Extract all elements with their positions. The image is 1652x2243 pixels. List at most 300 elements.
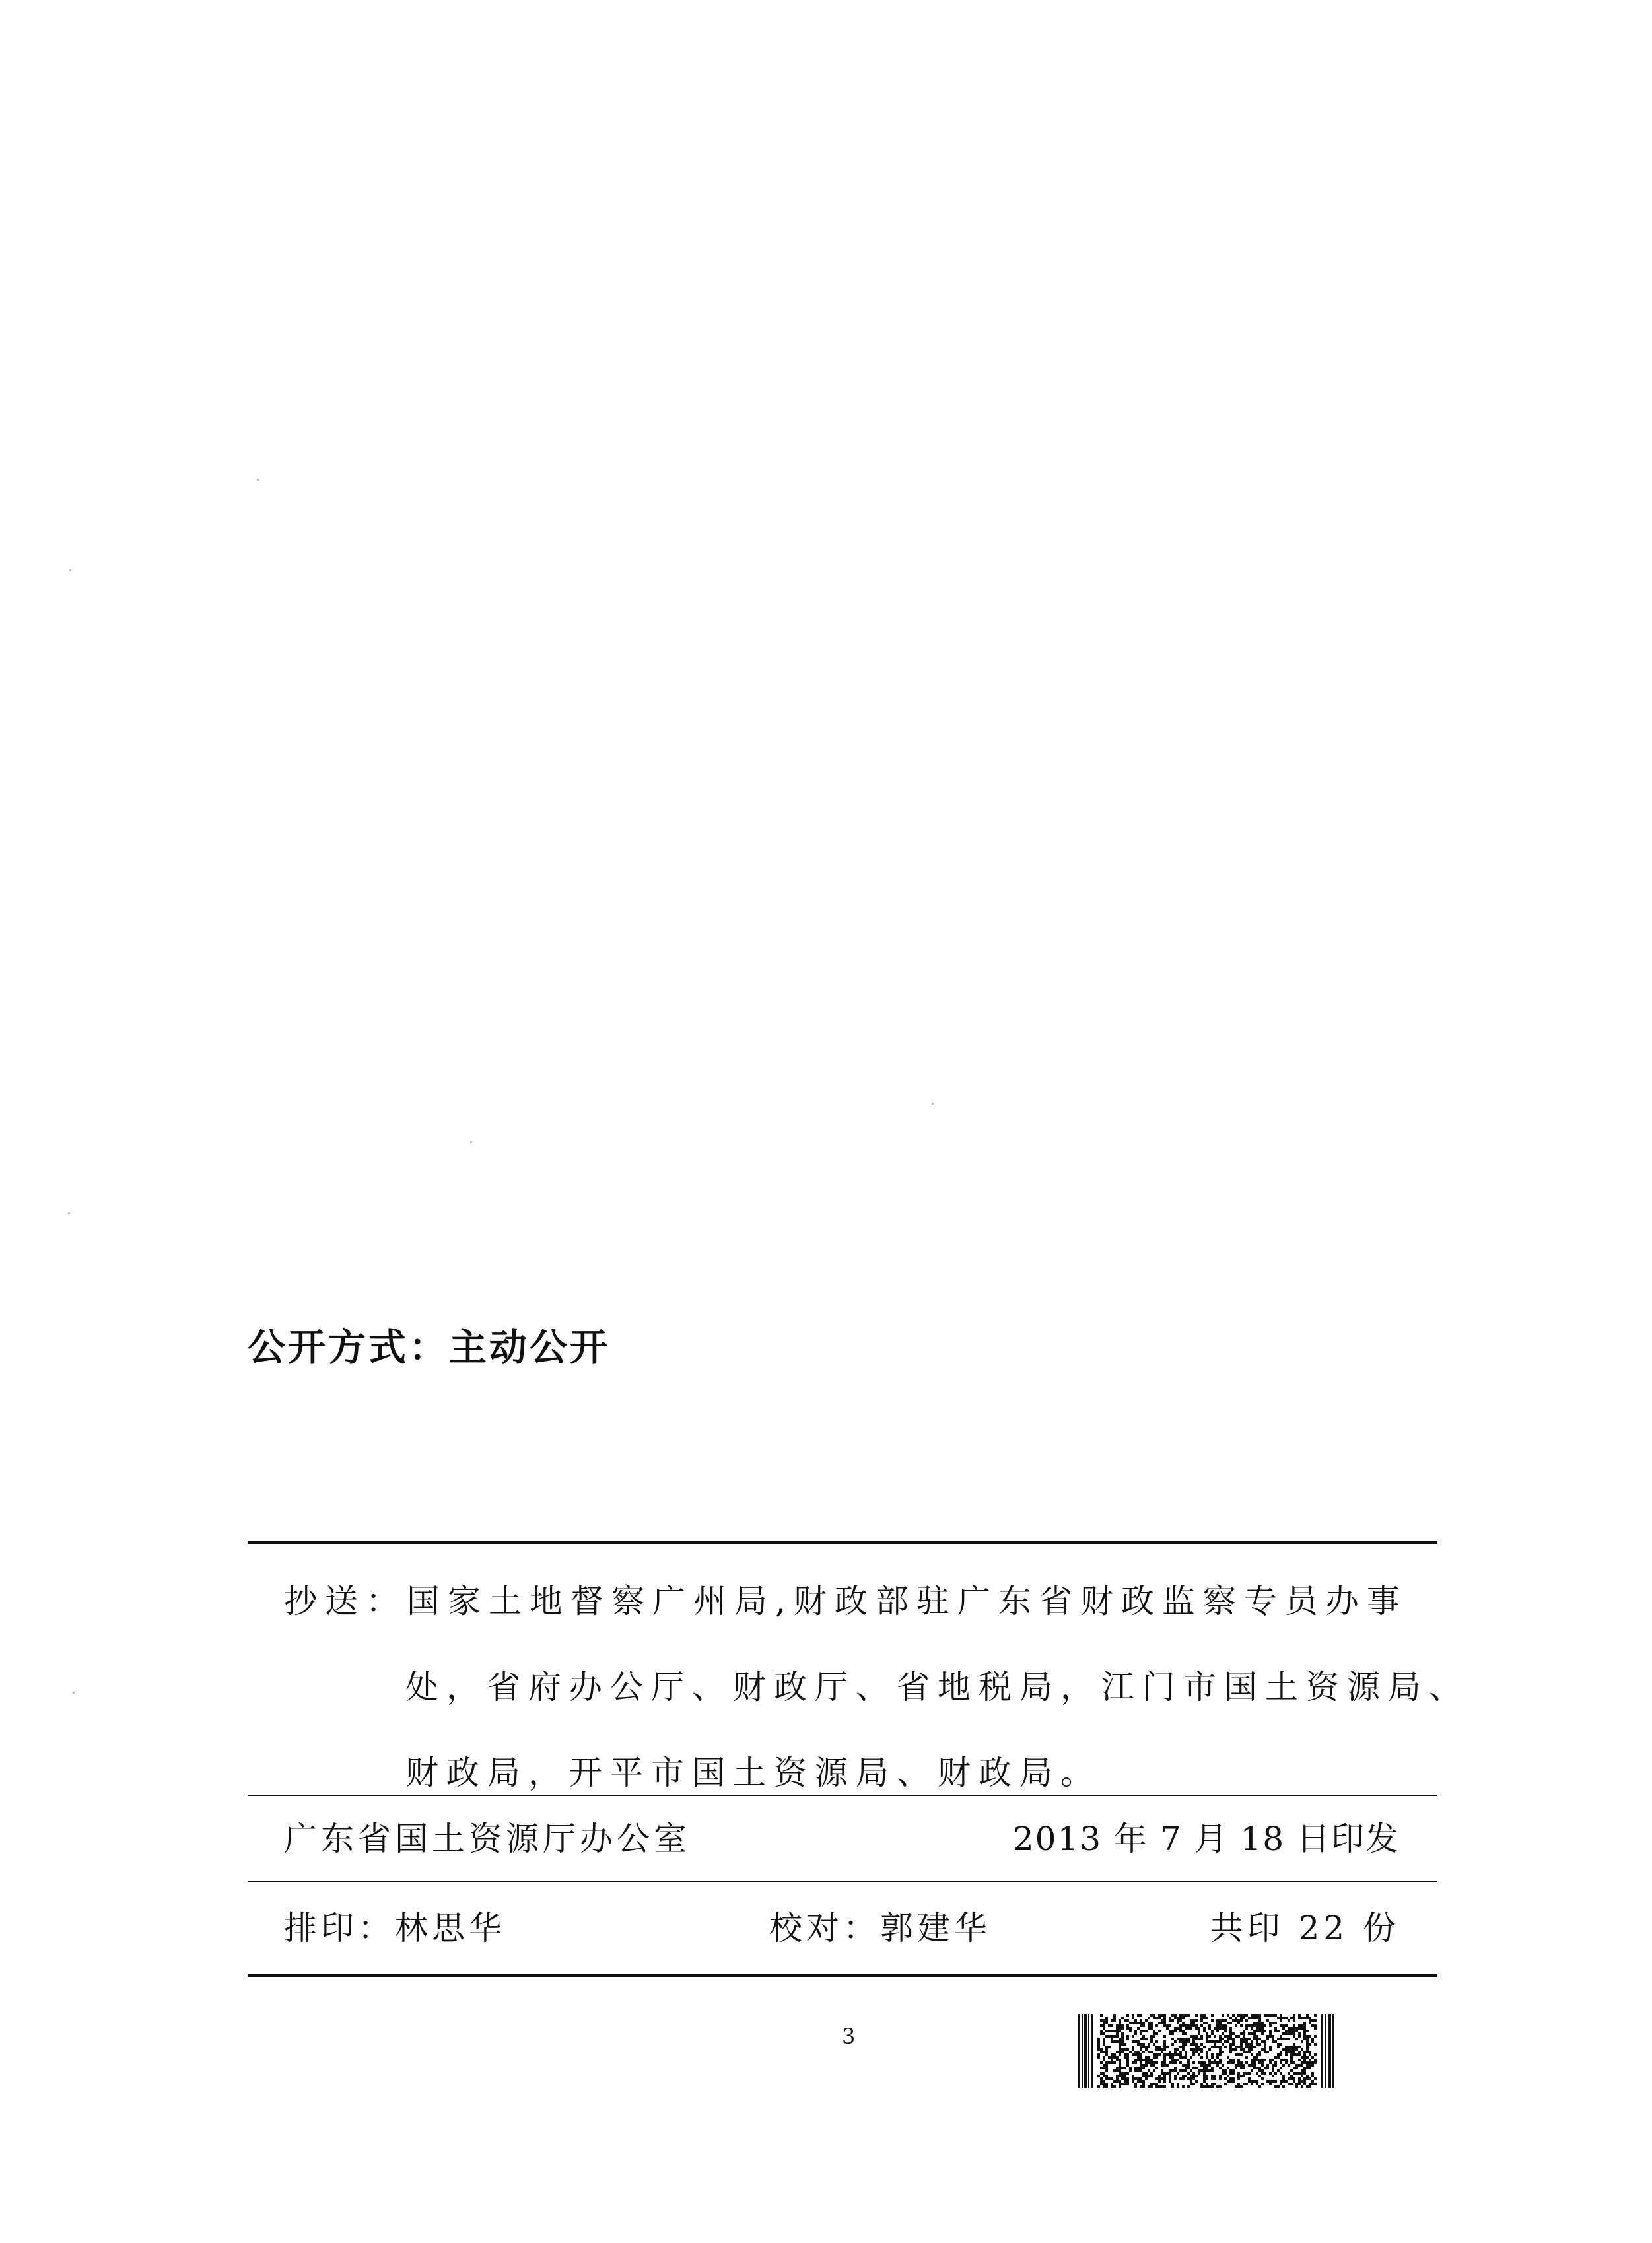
barcode-module bbox=[1174, 2059, 1177, 2061]
barcode-module bbox=[1119, 2048, 1121, 2051]
barcode-module bbox=[1100, 2019, 1103, 2022]
barcode-module bbox=[1248, 2038, 1251, 2040]
barcode-module bbox=[1119, 2043, 1121, 2046]
barcode-module bbox=[1314, 2035, 1317, 2038]
barcode-module bbox=[1303, 2056, 1306, 2059]
barcode-module bbox=[1243, 2040, 1245, 2043]
barcode-module bbox=[1145, 2030, 1148, 2032]
barcode-module bbox=[1237, 2022, 1240, 2024]
barcode-module bbox=[1182, 2014, 1185, 2017]
barcode-module bbox=[1240, 2017, 1243, 2019]
barcode-module bbox=[1280, 2080, 1282, 2083]
barcode-module bbox=[1140, 2067, 1142, 2069]
cc-label: 抄送： bbox=[284, 1582, 407, 1620]
barcode-module bbox=[1216, 2056, 1219, 2059]
barcode-module bbox=[1153, 2083, 1155, 2085]
barcode-module bbox=[1105, 2064, 1108, 2067]
barcode-module bbox=[1208, 2027, 1211, 2030]
barcode-module bbox=[1126, 2014, 1129, 2017]
barcode-module bbox=[1190, 2083, 1192, 2085]
barcode-module bbox=[1166, 2046, 1169, 2048]
barcode-module bbox=[1290, 2017, 1293, 2019]
barcode-module bbox=[1214, 2059, 1216, 2061]
barcode-module bbox=[1301, 2061, 1303, 2064]
barcode-module bbox=[1277, 2085, 1280, 2088]
barcode-module bbox=[1113, 2056, 1116, 2059]
barcode-module bbox=[1216, 2027, 1219, 2030]
barcode-module bbox=[1258, 2067, 1261, 2069]
barcode-module bbox=[1240, 2019, 1243, 2022]
barcode-module bbox=[1295, 2072, 1298, 2075]
barcode-module bbox=[1182, 2022, 1185, 2024]
barcode-module bbox=[1269, 2024, 1272, 2027]
barcode-module bbox=[1251, 2014, 1253, 2017]
barcode-module bbox=[1224, 2046, 1227, 2048]
barcode-module bbox=[1206, 2017, 1208, 2019]
barcode-module bbox=[1264, 2040, 1266, 2043]
barcode-module bbox=[1266, 2038, 1269, 2040]
barcode-module bbox=[1100, 2032, 1103, 2035]
barcode-module bbox=[1179, 2040, 1182, 2043]
cc-line-3 bbox=[284, 1730, 1439, 1816]
barcode-module bbox=[1298, 2080, 1301, 2083]
barcode-module bbox=[1219, 2040, 1222, 2043]
barcode-module bbox=[1126, 2061, 1129, 2064]
barcode-module bbox=[1258, 2027, 1261, 2030]
cc-recipients-3: 财政局，开平市国土资源局、财政局。 bbox=[405, 1754, 1101, 1792]
barcode-module bbox=[1290, 2032, 1293, 2035]
barcode-module bbox=[1306, 2077, 1309, 2080]
barcode-module bbox=[1295, 2085, 1298, 2088]
barcode-module bbox=[1190, 2069, 1192, 2072]
barcode-module bbox=[1203, 2072, 1206, 2075]
barcode-module bbox=[1306, 2038, 1309, 2040]
barcode-module bbox=[1203, 2085, 1206, 2088]
barcode-module bbox=[1229, 2035, 1232, 2038]
barcode-module bbox=[1314, 2014, 1317, 2017]
barcode-module bbox=[1198, 2038, 1200, 2040]
barcode-module bbox=[1288, 2051, 1290, 2053]
barcode-module bbox=[1190, 2077, 1192, 2080]
barcode-module bbox=[1272, 2075, 1274, 2077]
barcode-module bbox=[1256, 2024, 1258, 2027]
barcode-module bbox=[1274, 2040, 1277, 2043]
barcode-module bbox=[1253, 2067, 1256, 2069]
barcode-module bbox=[1105, 2085, 1108, 2088]
barcode-module bbox=[1198, 2061, 1200, 2064]
barcode-module bbox=[1222, 2051, 1224, 2053]
barcode-module bbox=[1155, 2085, 1158, 2088]
barcode-module bbox=[1190, 2027, 1192, 2030]
barcode-module bbox=[1192, 2040, 1195, 2043]
barcode-module bbox=[1113, 2069, 1116, 2072]
barcode-module bbox=[1203, 2069, 1206, 2072]
barcode-module bbox=[1195, 2048, 1198, 2051]
barcode-module bbox=[1182, 2017, 1185, 2019]
barcode-module bbox=[1111, 2056, 1113, 2059]
barcode-module bbox=[1108, 2030, 1111, 2032]
barcode-module bbox=[1258, 2061, 1261, 2064]
barcode-module bbox=[1100, 2061, 1103, 2064]
barcode-module bbox=[1208, 2040, 1211, 2043]
barcode-module bbox=[1256, 2014, 1258, 2017]
barcode-module bbox=[1285, 2038, 1288, 2040]
barcode-module bbox=[1169, 2032, 1171, 2035]
barcode-module bbox=[1211, 2040, 1214, 2043]
barcode-module bbox=[1290, 2069, 1293, 2072]
barcode-module bbox=[1153, 2069, 1155, 2072]
barcode-module bbox=[1264, 2014, 1266, 2017]
barcode-module bbox=[1155, 2024, 1158, 2027]
barcode-module bbox=[1258, 2019, 1261, 2022]
barcode-module bbox=[1132, 2053, 1134, 2056]
barcode-module bbox=[1105, 2046, 1108, 2048]
barcode-module bbox=[1155, 2048, 1158, 2051]
barcode-module bbox=[1258, 2030, 1261, 2032]
barcode-module bbox=[1200, 2069, 1203, 2072]
barcode-module bbox=[1253, 2059, 1256, 2061]
barcode-module bbox=[1216, 2040, 1219, 2043]
barcode-module bbox=[1264, 2072, 1266, 2075]
barcode-module bbox=[1200, 2038, 1203, 2040]
barcode-module bbox=[1119, 2061, 1121, 2064]
barcode-module bbox=[1169, 2069, 1171, 2072]
barcode-module bbox=[1288, 2072, 1290, 2075]
barcode-module bbox=[1111, 2059, 1113, 2061]
barcode-module bbox=[1105, 2075, 1108, 2077]
barcode-module bbox=[1132, 2048, 1134, 2051]
barcode-module bbox=[1285, 2080, 1288, 2083]
barcode-module bbox=[1277, 2017, 1280, 2019]
barcode-module bbox=[1309, 2051, 1311, 2053]
barcode-module bbox=[1309, 2061, 1311, 2064]
barcode-module bbox=[1303, 2022, 1306, 2024]
barcode-module bbox=[1293, 2043, 1295, 2046]
barcode-module bbox=[1145, 2075, 1148, 2077]
barcode-module bbox=[1174, 2077, 1177, 2080]
barcode-module bbox=[1253, 2014, 1256, 2017]
staff-row bbox=[284, 1898, 1400, 1958]
barcode-module bbox=[1200, 2024, 1203, 2027]
barcode-module bbox=[1105, 2053, 1108, 2056]
barcode-module bbox=[1232, 2061, 1235, 2064]
barcode-module bbox=[1301, 2080, 1303, 2083]
barcode-module bbox=[1177, 2059, 1179, 2061]
rule-bottom bbox=[248, 1974, 1437, 1977]
barcode-module bbox=[1158, 2046, 1161, 2048]
copy-count: 共印 22 份 bbox=[1210, 1909, 1400, 1947]
barcode-module bbox=[1148, 2059, 1150, 2061]
barcode-module bbox=[1185, 2053, 1187, 2056]
barcode-module bbox=[1219, 2085, 1222, 2088]
barcode-guard-bar bbox=[1088, 2014, 1089, 2088]
barcode-module bbox=[1126, 2048, 1129, 2051]
barcode-module bbox=[1148, 2051, 1150, 2053]
barcode-module bbox=[1206, 2069, 1208, 2072]
barcode-module bbox=[1163, 2017, 1166, 2019]
barcode-module bbox=[1222, 2043, 1224, 2046]
barcode-module bbox=[1208, 2061, 1211, 2064]
barcode-module bbox=[1119, 2085, 1121, 2088]
barcode-module bbox=[1216, 2053, 1219, 2056]
barcode-module bbox=[1232, 2043, 1235, 2046]
barcode-module bbox=[1309, 2019, 1311, 2022]
barcode-module bbox=[1161, 2069, 1163, 2072]
barcode-module bbox=[1174, 2048, 1177, 2051]
barcode-module bbox=[1126, 2083, 1129, 2085]
barcode-module bbox=[1129, 2027, 1132, 2030]
barcode-module bbox=[1134, 2040, 1137, 2043]
barcode-module bbox=[1245, 2019, 1248, 2022]
barcode-module bbox=[1140, 2061, 1142, 2064]
barcode-module bbox=[1140, 2069, 1142, 2072]
barcode-module bbox=[1166, 2072, 1169, 2075]
barcode-module bbox=[1285, 2059, 1288, 2061]
barcode-module bbox=[1137, 2043, 1140, 2046]
barcode-module bbox=[1266, 2019, 1269, 2022]
barcode-module bbox=[1245, 2027, 1248, 2030]
barcode-module bbox=[1288, 2046, 1290, 2048]
barcode-module bbox=[1126, 2077, 1129, 2080]
barcode-module bbox=[1222, 2032, 1224, 2035]
barcode-module bbox=[1171, 2085, 1174, 2088]
barcode-module bbox=[1229, 2061, 1232, 2064]
barcode-module bbox=[1200, 2043, 1203, 2046]
barcode-module bbox=[1266, 2014, 1269, 2017]
barcode-module bbox=[1119, 2027, 1121, 2030]
barcode-module bbox=[1132, 2077, 1134, 2080]
barcode-module bbox=[1214, 2061, 1216, 2064]
barcode-module bbox=[1295, 2048, 1298, 2051]
barcode-module bbox=[1134, 2032, 1137, 2035]
barcode-module bbox=[1216, 2022, 1219, 2024]
barcode-module bbox=[1190, 2035, 1192, 2038]
barcode-module bbox=[1245, 2043, 1248, 2046]
barcode-module bbox=[1227, 2014, 1229, 2017]
barcode-module bbox=[1290, 2083, 1293, 2085]
barcode-module bbox=[1171, 2030, 1174, 2032]
barcode-module bbox=[1314, 2053, 1317, 2056]
barcode-module bbox=[1285, 2061, 1288, 2064]
barcode-module bbox=[1187, 2040, 1190, 2043]
barcode-module bbox=[1187, 2014, 1190, 2017]
barcode-module bbox=[1208, 2064, 1211, 2067]
barcode-module bbox=[1227, 2080, 1229, 2083]
barcode-module bbox=[1200, 2035, 1203, 2038]
barcode-module bbox=[1158, 2017, 1161, 2019]
barcode-module bbox=[1163, 2075, 1166, 2077]
barcode-module bbox=[1211, 2056, 1214, 2059]
barcode-module bbox=[1264, 2067, 1266, 2069]
barcode-module bbox=[1277, 2053, 1280, 2056]
barcode-module bbox=[1158, 2048, 1161, 2051]
barcode-module bbox=[1256, 2017, 1258, 2019]
barcode-module bbox=[1261, 2077, 1264, 2080]
barcode-module bbox=[1097, 2048, 1100, 2051]
barcode-module bbox=[1214, 2075, 1216, 2077]
barcode-module bbox=[1293, 2077, 1295, 2080]
barcode-module bbox=[1303, 2069, 1306, 2072]
barcode-module bbox=[1116, 2032, 1119, 2035]
barcode-module bbox=[1251, 2069, 1253, 2072]
barcode-module bbox=[1163, 2024, 1166, 2027]
barcode-module bbox=[1245, 2040, 1248, 2043]
barcode-module bbox=[1298, 2059, 1301, 2061]
barcode-module bbox=[1105, 2069, 1108, 2072]
barcode-module bbox=[1206, 2053, 1208, 2056]
barcode-module bbox=[1100, 2083, 1103, 2085]
barcode-module bbox=[1245, 2046, 1248, 2048]
barcode-module bbox=[1309, 2077, 1311, 2080]
barcode-module bbox=[1200, 2051, 1203, 2053]
barcode-module bbox=[1121, 2024, 1124, 2027]
barcode-module bbox=[1161, 2019, 1163, 2022]
barcode-module bbox=[1174, 2017, 1177, 2019]
barcode-module bbox=[1280, 2043, 1282, 2046]
barcode-module bbox=[1097, 2038, 1100, 2040]
barcode-module bbox=[1155, 2053, 1158, 2056]
barcode-module bbox=[1258, 2051, 1261, 2053]
barcode-module bbox=[1237, 2061, 1240, 2064]
barcode-module bbox=[1219, 2061, 1222, 2064]
barcode-module bbox=[1214, 2027, 1216, 2030]
barcode-module bbox=[1293, 2061, 1295, 2064]
barcode-module bbox=[1150, 2064, 1153, 2067]
barcode-module bbox=[1116, 2075, 1119, 2077]
barcode-module bbox=[1219, 2046, 1222, 2048]
barcode-module bbox=[1274, 2061, 1277, 2064]
barcode-module bbox=[1306, 2014, 1309, 2017]
barcode-module bbox=[1145, 2056, 1148, 2059]
barcode-module bbox=[1169, 2024, 1171, 2027]
barcode-module bbox=[1163, 2064, 1166, 2067]
barcode-module bbox=[1158, 2077, 1161, 2080]
barcode-module bbox=[1277, 2038, 1280, 2040]
barcode-module bbox=[1222, 2019, 1224, 2022]
barcode-module bbox=[1216, 2024, 1219, 2027]
barcode-module bbox=[1222, 2069, 1224, 2072]
barcode-module bbox=[1280, 2053, 1282, 2056]
barcode-module bbox=[1227, 2061, 1229, 2064]
barcode-module bbox=[1253, 2035, 1256, 2038]
barcode-module bbox=[1192, 2051, 1195, 2053]
barcode-module bbox=[1192, 2067, 1195, 2069]
barcode-module bbox=[1158, 2014, 1161, 2017]
barcode-module bbox=[1269, 2072, 1272, 2075]
barcode-module bbox=[1103, 2067, 1105, 2069]
barcode-module bbox=[1203, 2067, 1206, 2069]
barcode-module bbox=[1227, 2075, 1229, 2077]
barcode-module bbox=[1206, 2077, 1208, 2080]
barcode-module bbox=[1179, 2038, 1182, 2040]
barcode-module bbox=[1295, 2027, 1298, 2030]
barcode-module bbox=[1182, 2024, 1185, 2027]
barcode-module bbox=[1198, 2046, 1200, 2048]
barcode-module bbox=[1229, 2043, 1232, 2046]
barcode-module bbox=[1126, 2059, 1129, 2061]
barcode-module bbox=[1314, 2059, 1317, 2061]
barcode-module bbox=[1285, 2053, 1288, 2056]
barcode-module bbox=[1256, 2072, 1258, 2075]
barcode-2d bbox=[1078, 2014, 1336, 2088]
barcode-module bbox=[1229, 2022, 1232, 2024]
barcode-module bbox=[1288, 2048, 1290, 2051]
barcode-module bbox=[1121, 2043, 1124, 2046]
barcode-module bbox=[1108, 2061, 1111, 2064]
barcode-module bbox=[1258, 2024, 1261, 2027]
barcode-module bbox=[1303, 2027, 1306, 2030]
barcode-module bbox=[1198, 2030, 1200, 2032]
barcode-module bbox=[1111, 2040, 1113, 2043]
barcode-module bbox=[1298, 2064, 1301, 2067]
barcode-module bbox=[1121, 2027, 1124, 2030]
barcode-module bbox=[1227, 2038, 1229, 2040]
barcode-module bbox=[1301, 2027, 1303, 2030]
barcode-module bbox=[1282, 2017, 1285, 2019]
barcode-module bbox=[1113, 2019, 1116, 2022]
barcode-module bbox=[1185, 2040, 1187, 2043]
barcode-module bbox=[1282, 2085, 1285, 2088]
barcode-module bbox=[1155, 2056, 1158, 2059]
barcode-module bbox=[1216, 2030, 1219, 2032]
barcode-module bbox=[1208, 2024, 1211, 2027]
barcode-module bbox=[1266, 2064, 1269, 2067]
barcode-module bbox=[1103, 2051, 1105, 2053]
barcode-module bbox=[1227, 2040, 1229, 2043]
barcode-module bbox=[1258, 2014, 1261, 2017]
barcode-module bbox=[1182, 2064, 1185, 2067]
barcode-module bbox=[1145, 2072, 1148, 2075]
barcode-module bbox=[1303, 2083, 1306, 2085]
barcode-module bbox=[1134, 2059, 1137, 2061]
barcode-module bbox=[1290, 2061, 1293, 2064]
barcode-module bbox=[1208, 2069, 1211, 2072]
barcode-module bbox=[1166, 2027, 1169, 2030]
typesetter: 排印：林思华 bbox=[284, 1909, 506, 1947]
barcode-module bbox=[1309, 2064, 1311, 2067]
barcode-module bbox=[1200, 2056, 1203, 2059]
barcode-module bbox=[1116, 2059, 1119, 2061]
barcode-module bbox=[1206, 2038, 1208, 2040]
barcode-module bbox=[1142, 2024, 1145, 2027]
barcode-module bbox=[1269, 2030, 1272, 2032]
barcode-module bbox=[1140, 2046, 1142, 2048]
barcode-module bbox=[1113, 2030, 1116, 2032]
barcode-module bbox=[1195, 2075, 1198, 2077]
barcode-module bbox=[1198, 2072, 1200, 2075]
barcode-module bbox=[1163, 2040, 1166, 2043]
barcode-module bbox=[1113, 2014, 1116, 2017]
barcode-module bbox=[1229, 2077, 1232, 2080]
barcode-module bbox=[1161, 2077, 1163, 2080]
barcode-module bbox=[1126, 2035, 1129, 2038]
barcode-module bbox=[1113, 2053, 1116, 2056]
barcode-module bbox=[1179, 2053, 1182, 2056]
barcode-module bbox=[1187, 2038, 1190, 2040]
barcode-module bbox=[1150, 2038, 1153, 2040]
barcode-module bbox=[1229, 2080, 1232, 2083]
barcode-module bbox=[1177, 2083, 1179, 2085]
barcode-module bbox=[1116, 2056, 1119, 2059]
barcode-module bbox=[1211, 2053, 1214, 2056]
barcode-module bbox=[1206, 2085, 1208, 2088]
barcode-module bbox=[1124, 2080, 1126, 2083]
barcode-module bbox=[1148, 2024, 1150, 2027]
barcode-module bbox=[1195, 2038, 1198, 2040]
barcode-module bbox=[1103, 2085, 1105, 2088]
barcode-module bbox=[1288, 2077, 1290, 2080]
barcode-module bbox=[1119, 2080, 1121, 2083]
